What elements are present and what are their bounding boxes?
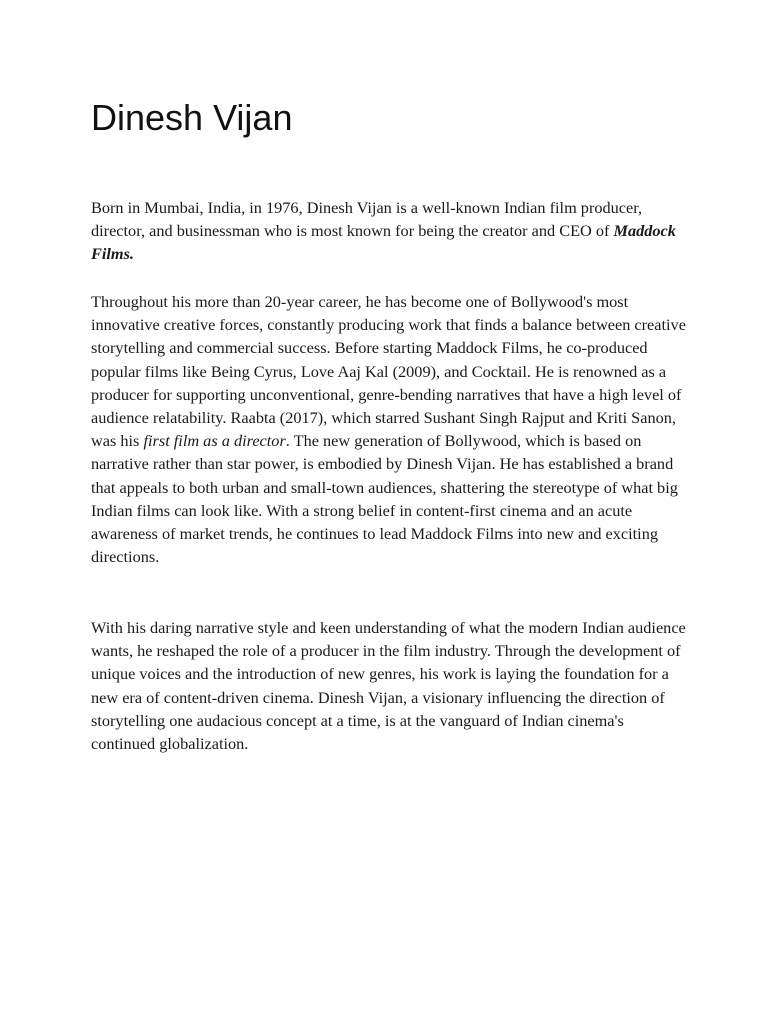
paragraph-legacy: With his daring narrative style and keen understanding of what the modern Indian audience wants, he reshaped the role of a producer in the film industry. Through the development of unique voices and the introduction of new genres, his work is laying the foundation for a new era of content-driven cinema. Dinesh Vijan, a visionary influencing the direction of storytelling one audacious concept at a time, is at the vanguard of Indian cinema's continued globalization.	[91, 618, 686, 754]
paragraph-career-text-end: . The new generation of Bollywood, which is based on narrative rather than star power, is embodied by Dinesh Vijan. He has established a brand that appeals to both urban and small-town audiences, shattering the stereotype of what big Indian films can look like. With a strong belief in content-first cinema and an acute awareness of market trends, he continues to lead Maddock Films into new and exciting directions.	[91, 431, 678, 567]
company-name-emphasis: Maddock Films.	[91, 221, 676, 264]
page-title: Dinesh Vijan	[91, 97, 293, 138]
paragraph-career	[91, 290, 687, 568]
paragraph-intro-text: Born in Mumbai, India, in 1976, Dinesh Vijan is a well-known Indian film producer, director, and businessman who is most known for being the creator and CEO of	[91, 198, 643, 241]
directorial-debut-emphasis: first film as a director	[143, 431, 286, 451]
paragraph-career-text: Throughout his more than 20-year career, he has become one of Bollywood's most innovative creative forces, constantly producing work that finds a balance between creative storytelling and commercial success. Before starting Maddock Films, he co-produced popular films like Being Cyrus, Love Aaj Kal (2009), and Cocktail. He is renowned as a producer for supporting unconventional, genre-bending narratives that have a high level of audience relatability. Raabta (2017), which starred Sushant Singh Rajput and Kriti Sanon, was his	[91, 292, 686, 451]
paragraph-intro	[91, 196, 687, 266]
